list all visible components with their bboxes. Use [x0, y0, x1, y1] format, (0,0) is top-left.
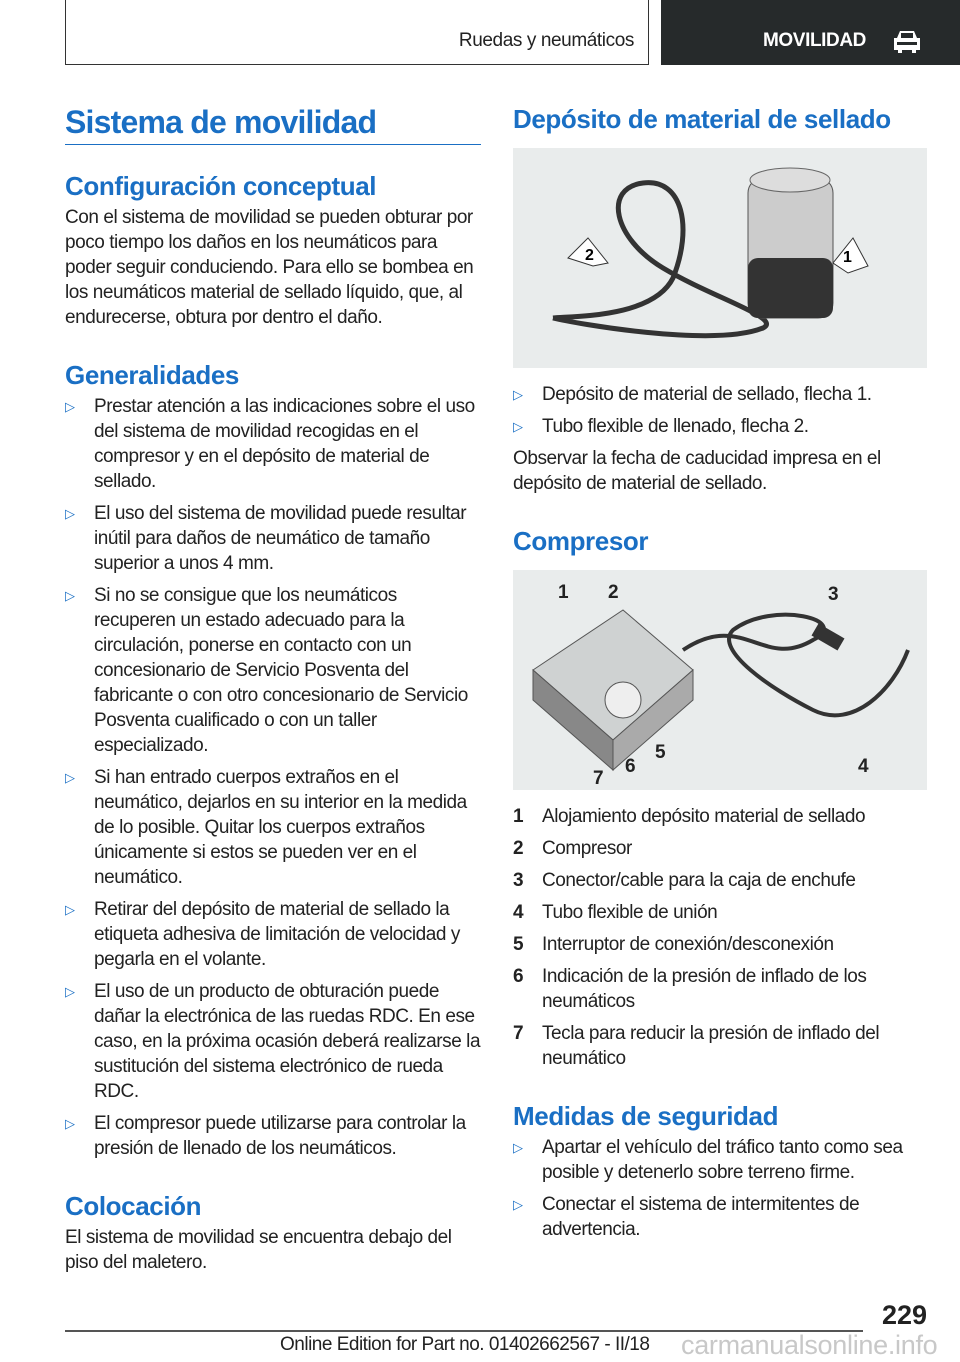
- sealant-container-figure: [513, 148, 927, 368]
- paragraph: Observar la fecha de caducidad impresa en el depósito de material de sellado.: [513, 448, 881, 494]
- chapter-tab: [661, 0, 960, 65]
- list-item: ▷ El uso del sistema de movilidad puede resultar inútil para daños de neumático de tamaño superior a unos 4 mm.: [65, 503, 467, 574]
- callout-1: 1: [558, 582, 569, 603]
- triangle-bullet-icon: ▷: [65, 588, 75, 603]
- heading-generalidades: Generalidades: [65, 360, 239, 390]
- left-column: [65, 102, 481, 1283]
- callout-3: 3: [828, 584, 839, 605]
- heading-deposito: Depósito de material de sellado: [513, 104, 891, 134]
- list-item: ▷ Conectar el sistema de intermitentes de advertencia.: [513, 1194, 860, 1240]
- heading-colocacion: Colocación: [65, 1191, 202, 1221]
- heading-medidas: Medidas de seguridad: [513, 1101, 779, 1131]
- triangle-bullet-icon: ▷: [513, 1140, 523, 1155]
- car-icon: [891, 28, 923, 54]
- list-item: ▷ Si no se consigue que los neumáticos recuperen un estado adecuado para la circulación, ponerse en contacto con un concesionario de Servicio Posventa del fabricante o con otro concesionario de Servicio Posventa cualificado o con un taller especializado.: [65, 585, 468, 756]
- callout-5: 5: [655, 742, 666, 763]
- chapter-title: MOVILIDAD: [763, 30, 867, 51]
- page-number: 229: [881, 1300, 927, 1330]
- legend-item: 4 Tubo flexible de unión: [513, 902, 718, 923]
- legend-item: 6 Indicación de la presión de inflado de los neumáticos: [513, 966, 867, 1012]
- list-item: ▷ Apartar el vehículo del tráfico tanto como sea posible y detenerlo sobre terreno firme.: [513, 1137, 903, 1183]
- callout-4: 4: [858, 756, 869, 777]
- header-box: [65, 0, 649, 65]
- heading-configuracion: Configuración conceptual: [65, 171, 377, 201]
- list-item: ▷ El uso de un producto de obturación puede dañar la electrónica de las ruedas RDC. En ese caso, en la próxima ocasión deberá realizarse la sustitución del sistema electrónico de rueda RDC.: [65, 981, 481, 1102]
- triangle-bullet-icon: ▷: [65, 506, 75, 521]
- triangle-bullet-icon: ▷: [513, 387, 523, 402]
- legend-item: 5 Interruptor de conexión/desconexión: [513, 934, 834, 955]
- triangle-bullet-icon: ▷: [513, 419, 523, 434]
- paragraph: Con el sistema de movilidad se pueden obturar por poco tiempo los daños en los neumáticos para poder seguir conduciendo. Para ello se bombea en los neumáticos material de sellado líquido, que, al endurecerse, obtura por dentro el daño.: [65, 207, 474, 328]
- compresor-legend: [513, 804, 929, 1071]
- legend-item: 2 Compresor: [513, 838, 632, 859]
- watermark: carmanualsonline.info: [681, 1330, 938, 1360]
- deposito-list: [513, 382, 929, 439]
- triangle-bullet-icon: ▷: [65, 984, 75, 999]
- callout-7: 7: [593, 768, 604, 789]
- list-item: ▷ El compresor puede utilizarse para controlar la presión de llenado de los neumáticos.: [65, 1113, 466, 1159]
- triangle-bullet-icon: ▷: [65, 399, 75, 414]
- callout-2: 2: [608, 582, 619, 603]
- list-item: ▷ Tubo flexible de llenado, flecha 2.: [513, 416, 809, 437]
- footer-edition: Online Edition for Part no. 01402662567 - II/18: [280, 1334, 650, 1355]
- legend-item: 3 Conector/cable para la caja de enchufe: [513, 870, 856, 891]
- triangle-bullet-icon: ▷: [65, 902, 75, 917]
- page-title: Sistema de movilidad: [65, 102, 481, 145]
- list-item: ▷ Depósito de material de sellado, flecha 1.: [513, 384, 872, 405]
- triangle-bullet-icon: ▷: [65, 1116, 75, 1131]
- right-column: [513, 102, 929, 1249]
- triangle-bullet-icon: ▷: [65, 770, 75, 785]
- compressor-figure: [513, 570, 927, 790]
- arrow-label-1: 1: [843, 249, 852, 266]
- list-item: ▷ Prestar atención a las indicaciones sobre el uso del sistema de movilidad recogidas en el compresor y en el depósito de material de sellado.: [65, 396, 475, 492]
- legend-item: 7 Tecla para reducir la presión de inflado del neumático: [513, 1023, 880, 1069]
- medidas-list: [513, 1135, 929, 1242]
- paragraph: El sistema de movilidad se encuentra debajo del piso del maletero.: [65, 1227, 452, 1273]
- callout-6: 6: [625, 756, 636, 777]
- arrow-label-2: 2: [585, 247, 594, 264]
- list-item: ▷ Si han entrado cuerpos extraños en el neumático, dejarlos en su interior en la medida de lo posible. Quitar los cuerpos extraños únicamente si estos se pueden ver en el neumático.: [65, 767, 467, 888]
- section-title: Ruedas y neumáticos: [458, 30, 634, 51]
- generalidades-list: [65, 394, 481, 1161]
- legend-item: 1 Alojamiento depósito material de sellado: [513, 806, 866, 827]
- triangle-bullet-icon: ▷: [513, 1197, 523, 1212]
- list-item: ▷ Retirar del depósito de material de sellado la etiqueta adhesiva de limitación de velocidad y pegarla en el volante.: [65, 899, 460, 970]
- heading-compresor: Compresor: [513, 526, 649, 556]
